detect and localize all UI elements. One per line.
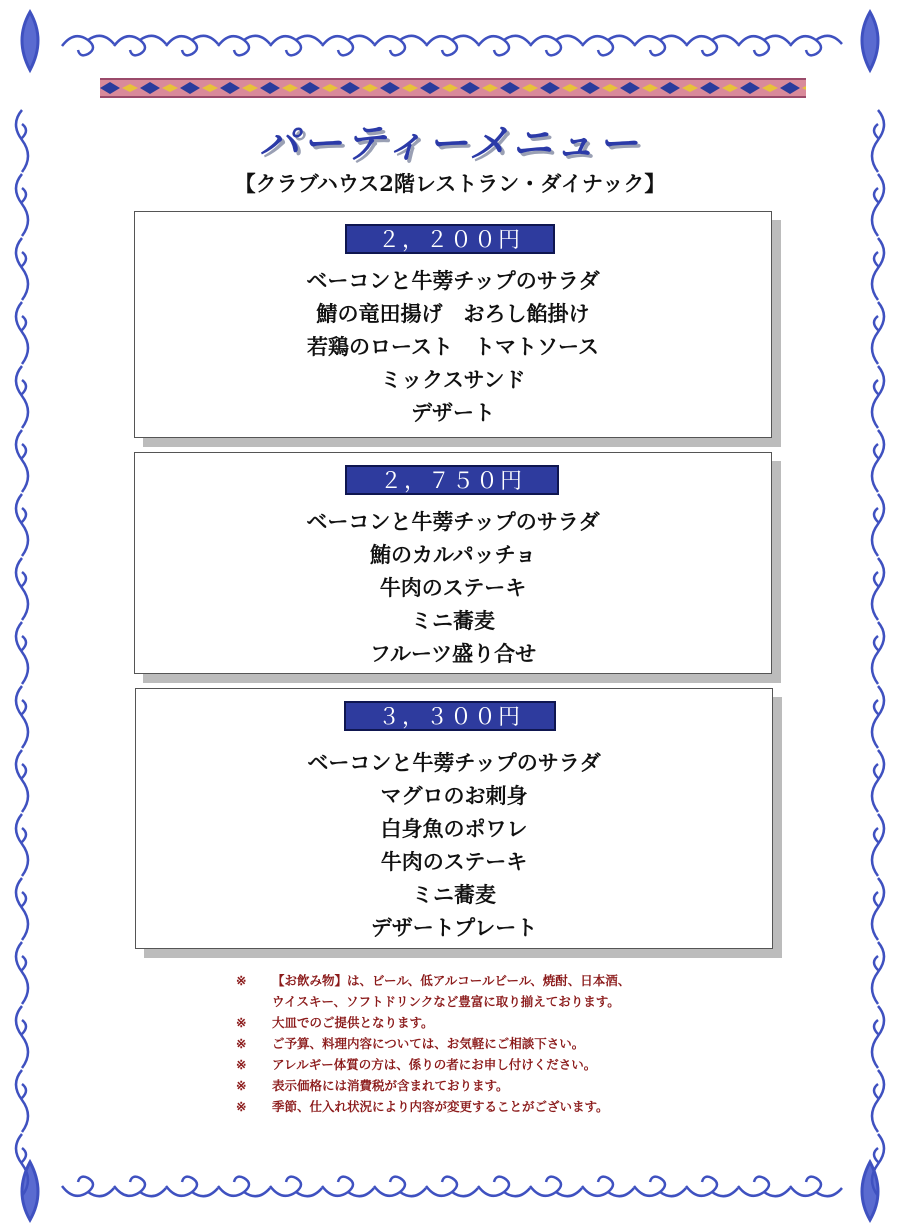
border-ornament xyxy=(270,1177,322,1197)
course-box-2200 xyxy=(134,211,772,438)
border-ornament xyxy=(16,878,28,940)
border-ornament xyxy=(872,622,884,684)
border-ornament xyxy=(634,1177,686,1197)
border-ornament xyxy=(478,36,530,56)
menu-item: ベーコンと牛蒡チップのサラダ xyxy=(306,268,600,293)
border-ornament xyxy=(166,36,218,56)
course-box-2750 xyxy=(134,452,772,674)
border-ornament xyxy=(478,1177,530,1197)
page-title: パーティーメニュー xyxy=(259,121,641,167)
price-badge: ２，７５０円 xyxy=(345,465,559,495)
border-ornament xyxy=(114,1177,166,1197)
menu-item: ベーコンと牛蒡チップのサラダ xyxy=(307,750,601,775)
border-ornament xyxy=(62,36,114,56)
border-ornament xyxy=(16,686,28,748)
menu-item: 若鶏のロースト トマトソース xyxy=(307,334,599,359)
pattern-strip xyxy=(100,78,806,98)
border-ornament xyxy=(872,686,884,748)
border-ornament xyxy=(790,36,842,56)
border-ornament xyxy=(634,36,686,56)
border-ornament xyxy=(686,36,738,56)
border-ornament xyxy=(322,36,374,56)
border-ornament xyxy=(872,942,884,1004)
border-ornament xyxy=(16,942,28,1004)
border-ornament xyxy=(16,238,28,300)
border-ornament xyxy=(16,494,28,556)
note-line xyxy=(236,991,796,1012)
note-mark: ※ xyxy=(236,1036,247,1051)
border-ornament xyxy=(322,1177,374,1197)
note-line xyxy=(236,1096,796,1117)
border-ornament xyxy=(62,1177,114,1197)
note-line xyxy=(236,1054,796,1075)
note-line xyxy=(236,1075,796,1096)
border-ornament xyxy=(16,430,28,492)
border-ornament xyxy=(16,302,28,364)
menu-item: 鯖の竜田揚げ おろし餡掛け xyxy=(316,301,590,326)
note-text: 季節、仕入れ状況により内容が変更することがございます。 xyxy=(272,1099,609,1114)
note-text: アレルギー体質の方は、係りの者にお申し付けください。 xyxy=(272,1057,597,1072)
border-ornament xyxy=(114,36,166,56)
border-ornament xyxy=(872,1070,884,1132)
border-ornament xyxy=(582,1177,634,1197)
border-ornament xyxy=(426,36,478,56)
border-ornament xyxy=(16,814,28,876)
course-box-3300 xyxy=(135,688,773,949)
menu-item: フルーツ盛り合せ xyxy=(369,641,537,666)
note-mark xyxy=(236,991,272,1012)
border-ornament xyxy=(738,36,790,56)
price-badge: ２，２００円 xyxy=(345,224,555,254)
menu-item: ミニ蕎麦 xyxy=(411,608,495,633)
border-ornament xyxy=(374,36,426,56)
note-mark: ※ xyxy=(236,1078,247,1093)
border-ornament xyxy=(582,36,634,56)
menu-item: 牛肉のステーキ xyxy=(380,849,528,874)
note-mark: ※ xyxy=(236,1057,247,1072)
border-ornament xyxy=(16,622,28,684)
note-line xyxy=(236,1033,796,1054)
note-line xyxy=(236,970,796,991)
menu-item: デザートプレート xyxy=(370,915,538,940)
border-ornament xyxy=(16,1006,28,1068)
border-ornament xyxy=(426,1177,478,1197)
note-text: 【お飲み物】は、ビール、低アルコールビール、焼酎、日本酒、 xyxy=(272,973,631,988)
price-badge: ３，３００円 xyxy=(344,701,556,731)
page-subtitle: 【クラブハウス2階レストラン・ダイナック】 xyxy=(234,171,666,196)
border-ornament xyxy=(530,36,582,56)
border-ornament xyxy=(16,1070,28,1132)
border-ornament xyxy=(872,430,884,492)
notes-list xyxy=(236,970,796,1117)
border-ornament xyxy=(270,36,322,56)
border-ornament xyxy=(218,36,270,56)
border-ornament xyxy=(872,558,884,620)
menu-item: 鮪のカルパッチョ xyxy=(370,542,536,567)
note-text: 表示価格には消費税が含まれております。 xyxy=(272,1078,509,1093)
border-ornament xyxy=(872,1006,884,1068)
menu-item: 白身魚のポワレ xyxy=(380,816,528,841)
note-mark: ※ xyxy=(236,973,247,988)
border-ornament xyxy=(790,1177,842,1197)
border-ornament xyxy=(872,814,884,876)
border-ornament xyxy=(530,1177,582,1197)
menu-item: 牛肉のステーキ xyxy=(379,575,527,600)
border-ornament xyxy=(872,302,884,364)
menu-item: マグロのお刺身 xyxy=(380,783,528,808)
border-ornament xyxy=(16,558,28,620)
border-ornament xyxy=(374,1177,426,1197)
border-ornament xyxy=(872,494,884,556)
note-text: 大皿でのご提供となります。 xyxy=(272,1015,434,1030)
note-mark: ※ xyxy=(236,1015,247,1030)
border-ornament xyxy=(16,750,28,812)
note-line xyxy=(236,1012,796,1033)
border-ornament xyxy=(872,878,884,940)
note-text: ウイスキー、ソフトドリンクなど豊富に取り揃えております。 xyxy=(272,994,620,1009)
note-text: ご予算、料理内容については、お気軽にご相談下さい。 xyxy=(272,1036,585,1051)
border-ornament xyxy=(16,366,28,428)
border-ornament xyxy=(872,366,884,428)
border-ornament xyxy=(872,238,884,300)
border-ornament xyxy=(686,1177,738,1197)
border-ornament xyxy=(166,1177,218,1197)
border-ornament xyxy=(738,1177,790,1197)
menu-item: デザート xyxy=(411,400,495,425)
border-ornament xyxy=(872,750,884,812)
menu-item: ミニ蕎麦 xyxy=(412,882,496,907)
menu-item: ベーコンと牛蒡チップのサラダ xyxy=(306,509,600,534)
note-mark: ※ xyxy=(236,1099,247,1114)
menu-item: ミックスサンド xyxy=(380,367,526,392)
border-ornament xyxy=(218,1177,270,1197)
